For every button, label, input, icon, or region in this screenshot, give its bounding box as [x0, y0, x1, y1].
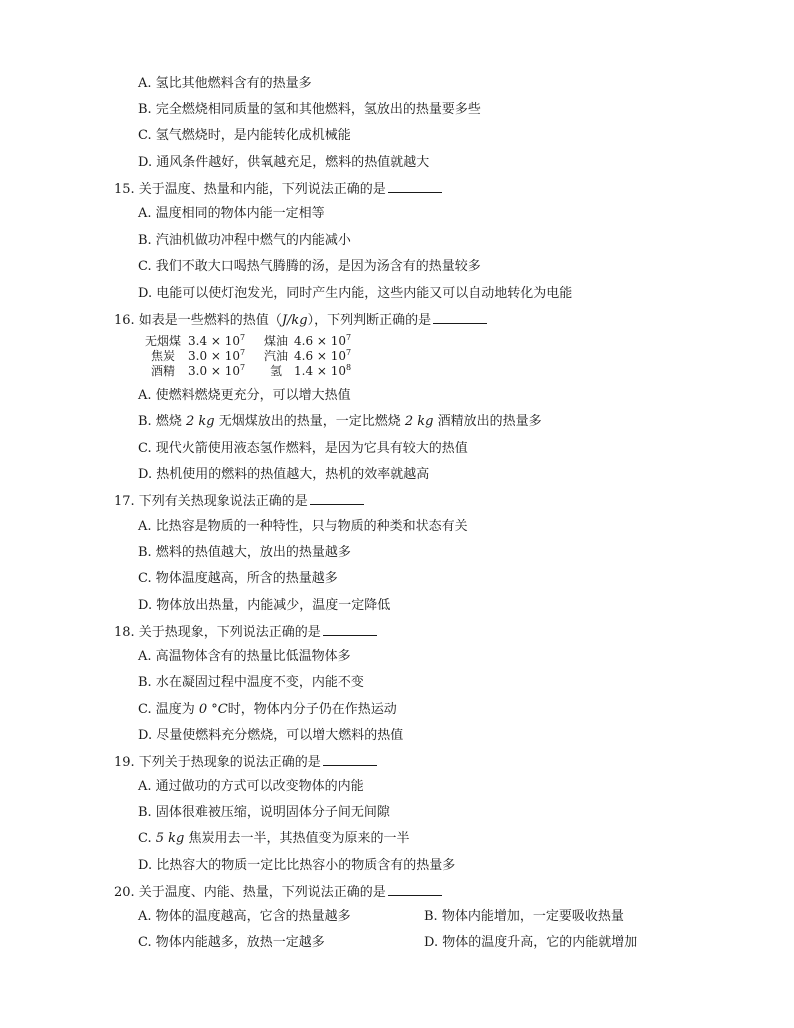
q18-stem-text: 18. 关于热现象，下列说法正确的是	[114, 625, 321, 640]
fuel-value	[294, 364, 364, 379]
q20-option-c: C. 物体内能越多，放热一定越多	[138, 935, 325, 950]
q18-option-d: D. 尽量使燃料充分燃烧，可以增大燃料的热值	[138, 728, 404, 743]
fuel-name: 焦炭	[150, 349, 175, 363]
fuel-value	[188, 364, 258, 379]
q15-option-c: C. 我们不敢大口喝热气腾腾的汤，是因为汤含有的热量较多	[138, 259, 481, 274]
fuel-name: 无烟煤	[144, 334, 181, 348]
q16-option-a: A. 使燃料燃烧更充分，可以增大热值	[138, 388, 351, 403]
fuel-heat-value-table	[138, 334, 364, 379]
q14-option-c: C. 氢气燃烧时，是内能转化成机械能	[138, 128, 351, 143]
q16-stem-unit: J/kg	[281, 313, 308, 328]
q16-optb-mid: 无烟煤放出的热量，一定比燃烧	[214, 414, 405, 429]
q20-stem	[114, 883, 442, 902]
q16-option-b	[138, 413, 542, 431]
answer-blank	[388, 883, 442, 896]
fuel-value	[294, 334, 364, 349]
q17-option-b: B. 燃料的热值越大，放出的热量越多	[138, 545, 351, 560]
q18-optc-post: 时，物体内分子仍在作热运动	[227, 702, 397, 717]
q16-stem-pre: 16. 如表是一些燃料的热值（	[114, 313, 282, 328]
value-mantissa: 3.0 × 10	[188, 349, 241, 363]
q16-stem-post: ），下列判断正确的是	[307, 313, 432, 328]
q17-stem-text: 17. 下列有关热现象说法正确的是	[114, 494, 308, 509]
q20-option-a: A. 物体的温度越高，它含的热量越多	[138, 909, 351, 924]
table-row	[138, 364, 364, 379]
answer-blank	[310, 492, 364, 505]
q18-optc-pre: C. 温度为	[138, 702, 199, 717]
q19-option-d: D. 比热容大的物质一定比比热容小的物质含有的热量多	[138, 858, 456, 873]
fuel-name: 酒精	[150, 364, 175, 378]
answer-blank	[388, 180, 442, 193]
value-exponent: 8	[346, 363, 352, 372]
value-mantissa: 4.6 × 10	[294, 334, 347, 348]
q16-optb-pre: B. 燃烧	[138, 414, 186, 429]
q15-option-b: B. 汽油机做功冲程中燃气的内能减小	[138, 233, 351, 248]
answer-blank	[323, 623, 377, 636]
q16-optb-post: 酒精放出的热量多	[433, 414, 542, 429]
q17-option-d: D. 物体放出热量，内能减少，温度一定降低	[138, 598, 391, 613]
q14-option-a: A. 氢比其他燃料含有的热量多	[138, 76, 312, 91]
table-row	[138, 334, 364, 349]
q20-option-b: B. 物体内能增加，一定要吸收热量	[424, 909, 624, 924]
q19-optc-post: 焦炭用去一半，其热值变为原来的一半	[184, 831, 410, 846]
fuel-name: 煤油	[263, 334, 288, 348]
fuel-name: 氢	[269, 364, 282, 378]
q15-stem	[114, 180, 442, 199]
q19-option-a: A. 通过做功的方式可以改变物体的内能	[138, 779, 364, 794]
value-mantissa: 3.4 × 10	[188, 334, 241, 348]
q20-option-d: D. 物体的温度升高，它的内能就增加	[424, 935, 638, 950]
q16-optb-qty2: 2 kg	[404, 414, 434, 429]
q18-optc-temp: 0 °C	[198, 702, 228, 717]
q16-option-c: C. 现代火箭使用液态氢作燃料，是因为它具有较大的热值	[138, 441, 468, 456]
answer-blank	[433, 311, 487, 324]
answer-blank	[323, 753, 377, 766]
q17-option-a: A. 比热容是物质的一种特性，只与物质的种类和状态有关	[138, 519, 468, 534]
q16-optb-qty1: 2 kg	[185, 414, 215, 429]
q17-option-c: C. 物体温度越高，所含的热量越多	[138, 571, 338, 586]
q18-option-c	[138, 701, 397, 719]
q19-option-b: B. 固体很难被压缩，说明固体分子间无间隙	[138, 805, 390, 820]
q15-stem-text: 15. 关于温度、热量和内能，下列说法正确的是	[114, 182, 386, 197]
q14-option-b: B. 完全燃烧相同质量的氢和其他燃料，氢放出的热量要多些	[138, 102, 481, 117]
value-exponent: 7	[240, 348, 246, 357]
q15-option-a: A. 温度相同的物体内能一定相等	[138, 206, 325, 221]
value-exponent: 7	[346, 333, 352, 342]
value-mantissa: 3.0 × 10	[188, 364, 241, 378]
fuel-name: 汽油	[263, 349, 288, 363]
q17-stem	[114, 492, 364, 511]
q15-option-d: D. 电能可以使灯泡发光，同时产生内能，这些内能又可以自动地转化为电能	[138, 286, 573, 301]
q19-option-c	[138, 830, 410, 848]
q19-optc-qty: 5 kg	[155, 831, 185, 846]
q20-stem-text: 20. 关于温度、内能、热量，下列说法正确的是	[114, 885, 386, 900]
q19-stem-text: 19. 下列关于热现象的说法正确的是	[114, 755, 321, 770]
fuel-value	[294, 349, 364, 364]
q14-option-d: D. 通风条件越好，供氧越充足，燃料的热值就越大	[138, 155, 430, 170]
q19-stem	[114, 753, 377, 772]
value-exponent: 7	[346, 348, 352, 357]
value-mantissa: 1.4 × 10	[294, 364, 347, 378]
q18-stem	[114, 623, 377, 642]
fuel-value	[188, 349, 258, 364]
q16-option-d: D. 热机使用的燃料的热值越大，热机的效率就越高	[138, 467, 430, 482]
value-exponent: 7	[240, 333, 246, 342]
fuel-value	[188, 334, 258, 349]
q19-optc-pre: C.	[138, 831, 156, 846]
value-exponent: 7	[240, 363, 246, 372]
q18-option-a: A. 高温物体含有的热量比低温物体多	[138, 649, 351, 664]
q16-stem	[114, 311, 487, 330]
table-row	[138, 349, 364, 364]
value-mantissa: 4.6 × 10	[294, 349, 347, 363]
q18-option-b: B. 水在凝固过程中温度不变，内能不变	[138, 675, 364, 690]
